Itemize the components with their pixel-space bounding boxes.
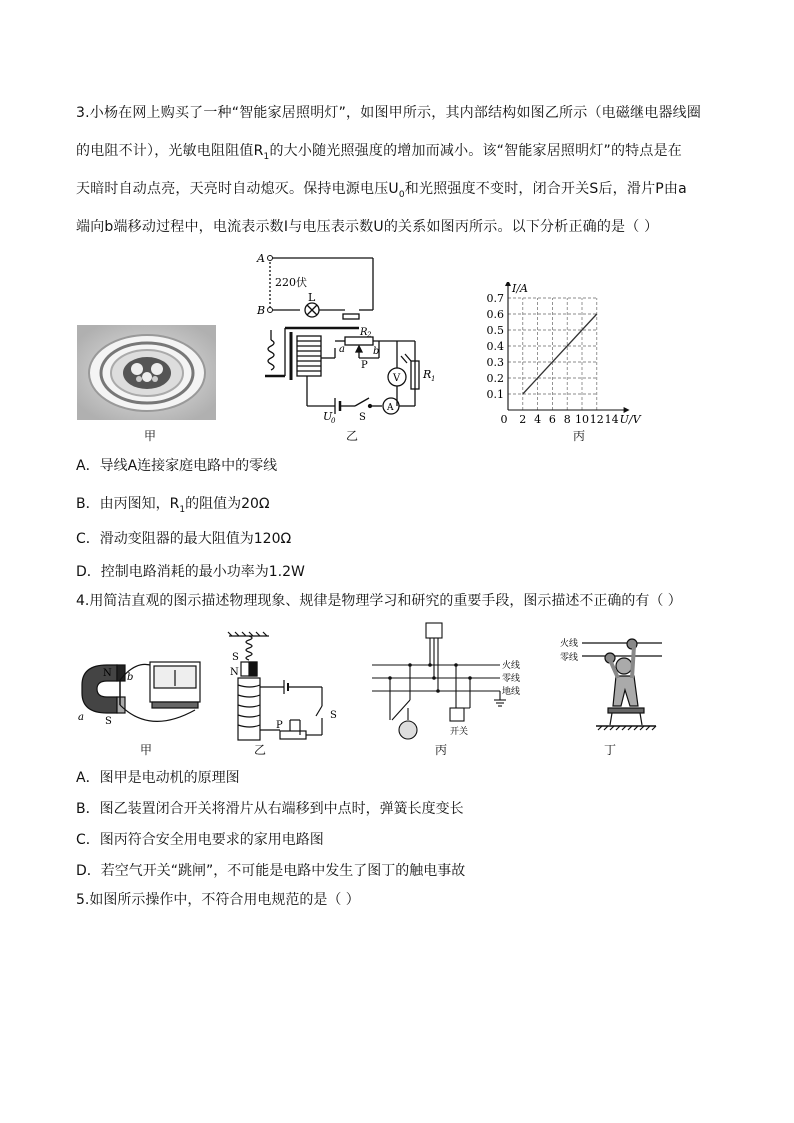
label-V: V (393, 373, 401, 384)
chart-y-tick-label: 0.3 (486, 356, 504, 369)
chart-x-tick-label: 10 (575, 413, 589, 426)
label-220v: 220伏 (275, 276, 307, 289)
q3-line2-b: 的大小随光照强度的增加而减小。该“智能家居照明灯”的特点是在 (269, 143, 682, 159)
q4-label-a: a (78, 712, 84, 723)
label-A: A (257, 252, 265, 265)
q4-fig-bing (370, 620, 530, 745)
q4-yi-N: N (230, 667, 239, 678)
q4-cap-jia: 甲 (139, 743, 152, 757)
chart-x-tick-label: 6 (548, 413, 556, 426)
chart-y-tick-label: 0.4 (486, 340, 504, 353)
iu-chart (482, 282, 662, 432)
lamp-photo (77, 325, 216, 420)
q3-line3-a: 天暗时自动点亮，天亮时自动熄灭。保持电源电压U (76, 181, 399, 197)
label-U0: U (323, 410, 333, 423)
label-P: P (361, 360, 368, 371)
q4-bing-zero: 零线 (502, 674, 521, 684)
q3-option-b (76, 494, 270, 520)
chart-x-tick-label: 0 (500, 413, 508, 426)
label-R1-sub: 1 (431, 375, 436, 383)
label-R2: R (360, 327, 368, 338)
label-S: S (359, 412, 366, 423)
chart-ylabel: I/A (512, 282, 528, 295)
chart-x-tick-label: 2 (519, 413, 527, 426)
label-b: b (373, 346, 380, 357)
q3-line2-a: 的电阻不计），光敏电阻阻值R (76, 143, 264, 159)
cap-bing: 丙 (572, 429, 585, 443)
q4-cap-ding: 丁 (603, 743, 616, 757)
q3-line3-sub: 0 (398, 189, 405, 200)
q3-line3-b: 和光照强度不变时，闭合开关S后，滑片P由a (404, 181, 687, 197)
chart-x-tick-label: 12 (589, 413, 604, 426)
q4-fig-jia (72, 650, 212, 740)
q4-cap-bing: 丙 (434, 743, 447, 757)
q3-option-d: D．控制电路消耗的最小功率为1.2W (76, 564, 305, 580)
q4-yi-S: S (232, 652, 239, 663)
q4-stem: 4.用简洁直观的图示描述物理现象、规律是物理学习和研究的重要手段，图示描述不正确的有（ ） (76, 593, 682, 609)
q3-line1: 3.小杨在网上购买了一种“智能家居照明灯”，如图甲所示，其内部结构如图乙所示（电磁继电器线圈 (76, 105, 702, 121)
label-ammeter: A (387, 403, 394, 413)
q4-yi-P: P (276, 720, 283, 731)
chart-y-tick-label: 0.1 (486, 388, 504, 401)
chart-xlabel: U/V (619, 413, 641, 426)
q4-yi-S-switch: S (330, 710, 337, 721)
q4-option-d: D．若空气开关“跳闸”，不可能是电路中发生了图丁的触电事故 (76, 863, 466, 879)
q4-option-b: B．图乙装置闭合开关将滑片从右端移到中点时，弹簧长度变长 (76, 801, 464, 817)
q4-option-a: A．图甲是电动机的原理图 (76, 770, 240, 786)
chart-series-line (523, 314, 597, 394)
q3-option-b-sub: 1 (179, 504, 186, 515)
label-R2-sub: 2 (367, 331, 372, 339)
chart-y-tick-label: 0.2 (486, 372, 504, 385)
label-B: B (257, 304, 266, 317)
q4-cap-yi: 乙 (253, 743, 266, 757)
chart-y-arrow (505, 282, 511, 286)
label-R1: R (423, 368, 432, 381)
q4-label-b: b (127, 672, 134, 683)
q4-option-c: C．图丙符合安全用电要求的家用电路图 (76, 832, 324, 848)
chart-y-tick-label: 0.6 (486, 308, 504, 321)
chart-x-tick-label: 8 (563, 413, 571, 426)
q4-fig-ding (552, 630, 682, 735)
q3-option-a: A．导线A连接家庭电路中的零线 (76, 458, 278, 474)
q4-label-S: S (105, 716, 112, 727)
q3-line2-sub: 1 (263, 151, 270, 162)
cap-yi: 乙 (345, 429, 358, 443)
q4-ding-fire: 火线 (560, 639, 579, 649)
relay-circuit (255, 248, 455, 428)
q3-option-b-pre: B．由丙图知，R (76, 496, 180, 512)
q4-label-N: N (103, 668, 112, 679)
label-U0-sub: 0 (331, 417, 336, 425)
q4-bing-ground: 地线 (502, 687, 521, 697)
q4-bing-switch: 开关 (450, 727, 469, 737)
chart-x-tick-label: 4 (534, 413, 542, 426)
q3-option-c: C．滑动变阻器的最大阻值为120Ω (76, 531, 292, 547)
q3-option-b-post: 的阻值为20Ω (185, 496, 270, 512)
chart-y-tick-label: 0.5 (486, 324, 504, 337)
q4-fig-yi (224, 630, 344, 745)
chart-x-tick-label: 14 (604, 413, 619, 426)
q5-stem: 5.如图所示操作中，不符合用电规范的是（ ） (76, 892, 360, 908)
q3-line4: 端向b端移动过程中，电流表示数I与电压表示数U的关系如图丙所示。以下分析正确的是（ ） (76, 219, 659, 235)
cap-jia: 甲 (143, 429, 156, 443)
q4-ding-zero: 零线 (560, 653, 579, 663)
label-a: a (339, 344, 345, 355)
q4-bing-fire: 火线 (502, 661, 521, 671)
chart-y-tick-label: 0.7 (486, 292, 504, 305)
label-L: L (308, 291, 316, 304)
